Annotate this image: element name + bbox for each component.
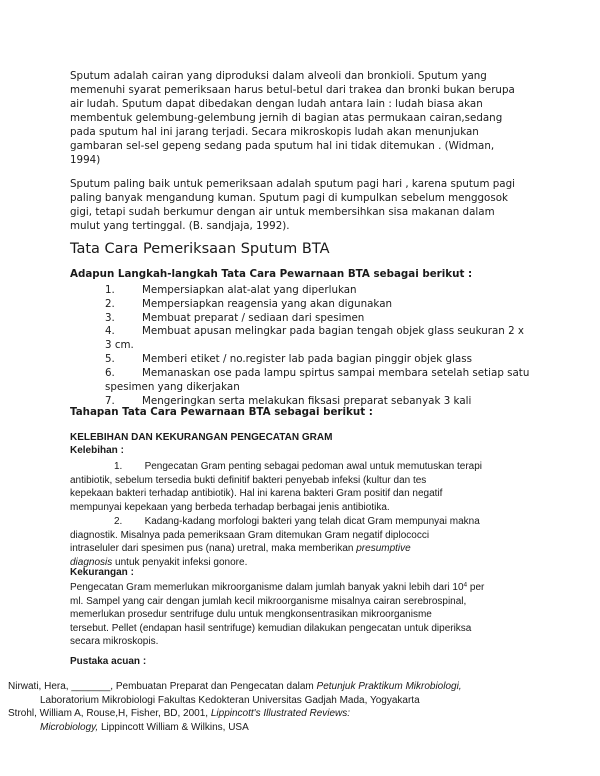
references-label: Pustaka acuan : [70, 656, 147, 667]
section-title: Tata Cara Pemeriksaan Sputum BTA [70, 241, 330, 257]
step-text: Memberi etiket / no.register lab pada bagian pinggir objek glass [142, 353, 472, 365]
text-line: pada sputum hal ini jarang terjadi. Secara mikroskopis ludah akan menunjukan [70, 126, 479, 138]
list-item [105, 366, 535, 394]
text-line: membentuk gelembung-gelembung jernih di bagian atas permukaan cairan,sedang [70, 112, 503, 124]
step-text: Mempersiapkan reagensia yang akan digunakan [142, 298, 393, 310]
step-text-continued: spesimen yang dikerjakan [105, 381, 240, 393]
item-number: 1. [114, 461, 123, 472]
kelebihan-label: Kelebihan : [70, 445, 124, 456]
step-number: 4. [105, 325, 115, 337]
step-number: 5. [105, 353, 115, 365]
text-line: memenuhi syarat pemeriksaan harus betul-betul dari trakea dan bronki bukan berupa [70, 84, 515, 96]
text-line: Sputum adalah cairan yang diproduksi dalam alveoli dan bronkioli. Sputum yang [70, 70, 487, 82]
text-line: 2. Kadang-kadang morfologi bakteri yang telah dicat Gram mempunyai makna [114, 516, 480, 527]
step-text-continued: 3 cm. [105, 339, 134, 351]
text-line: gambaran sel-sel gepeng sedang pada sputum hal ini tidak ditemukan . (Widman, [70, 140, 495, 152]
text-line: diagnostik. Misalnya pada pemeriksaan Gram ditemukan Gram negatif diplococci [70, 529, 430, 541]
text-line: ml. Sampel yang cair dengan jumlah kecil mikroorganisme misalnya cairan serebrospinal, [70, 595, 467, 607]
list-item [105, 352, 535, 366]
kelebihan-item-2 [70, 515, 530, 569]
text-line: air ludah. Sputum dapat dibedakan dengan ludah antara lain : ludah biasa akan [70, 98, 483, 110]
step-number: 7. [105, 395, 115, 407]
step-number: 6. [105, 367, 115, 379]
tahapan-heading: Tahapan Tata Cara Pewarnaan BTA sebagai berikut : [70, 406, 373, 418]
intro-paragraph-1 [70, 69, 540, 167]
step-number: 2. [105, 298, 115, 310]
step-text: Mengeringkan serta melakukan fiksasi preparat sebanyak 3 kali [142, 395, 472, 407]
text-line: mulut yang tertinggal. (B. sandjaja, 1992). [70, 220, 290, 232]
reference-2 [8, 707, 568, 734]
step-number: 1. [105, 284, 115, 296]
step-text: Membuat apusan melingkar pada bagian tengah objek glass seukuran 2 x [142, 325, 525, 337]
text-line: secara mikroskopis. [70, 636, 159, 647]
step-text: Membuat preparat / sediaan dari spesimen [142, 312, 365, 324]
text-line: mempunyai kepekaan yang berbeda terhadap berbagai jenis antibiotika. [70, 501, 390, 513]
text-line: memerlukan prosedur sentrifuge dulu untuk mengkonsentrasikan mikroorganisme [70, 609, 432, 620]
item-number: 2. [114, 516, 123, 527]
reference-1 [8, 680, 568, 707]
kekurangan-paragraph [70, 581, 540, 649]
step-text: Mempersiapkan alat-alat yang diperlukan [142, 284, 357, 296]
list-item [105, 324, 535, 352]
kekurangan-label: Kekurangan : [70, 567, 134, 578]
text-line: Laboratorium Mikrobiologi Fakultas Kedokteran Universitas Gadjah Mada, Yogyakarta [40, 694, 420, 706]
intro-paragraph-2 [70, 177, 540, 233]
text-line: Strohl, William A, Rouse,H, Fisher, BD, 2001, Lippincott's Illustrated Reviews: [8, 708, 351, 719]
text-line: gigi, tetapi sudah berkumur dengan air untuk membersihkan sisa makanan dalam [70, 206, 495, 218]
text-line: Pengecatan Gram memerlukan mikroorganisme dalam jumlah banyak yakni lebih dari $10^4$ per [70, 581, 485, 593]
text-line: Sputum paling baik untuk pemeriksaan adalah sputum pagi hari , karena sputum pagi [70, 178, 516, 190]
text-line: Microbiology, Lippincott William & Wilkins, USA [40, 721, 249, 733]
kelebihan-item-1 [70, 460, 530, 514]
steps-heading: Adapun Langkah-langkah Tata Cara Pewarnaan BTA sebagai berikut : [70, 268, 473, 280]
text-line: antibiotik, sebelum tersedia bukti definitif bakteri penyebab infeksi (kultur dan tes [70, 474, 427, 486]
gram-title: KELEBIHAN DAN KEKURANGAN PENGECATAN GRAM [70, 432, 333, 443]
text-line: Nirwati, Hera, _______, Pembuatan Preparat dan Pengecatan dalam Petunjuk Praktikum Mikrobiologi, [8, 681, 462, 692]
text-line: paling banyak mengandung kuman. Sputum pagi di kumpulkan sebelum menggosok [70, 192, 508, 204]
step-number: 3. [105, 312, 115, 324]
list-item [105, 283, 535, 297]
text-line: intraseluler dari spesimen pus (nana) uretral, maka memberikan presumptive [70, 543, 411, 554]
text-line: diagnosis untuk penyakit infeksi gonore. [70, 556, 248, 568]
step-text: Memanaskan ose pada lampu spirtus sampai membara setelah setiap satu [142, 367, 530, 379]
list-item [105, 297, 535, 311]
text-line: 1994) [70, 154, 101, 166]
text-line: 1. Pengecatan Gram penting sebagai pedoman awal untuk memutuskan terapi [114, 461, 483, 472]
text-line: kepekaan bakteri terhadap antibiotik). Hal ini karena bakteri Gram positif dan negatif [70, 488, 443, 499]
list-item [105, 311, 535, 325]
text-line: tersebut. Pellet (endapan hasil sentrifuge) kemudian dilakukan pengecatan untuk diperiksa [70, 622, 472, 634]
